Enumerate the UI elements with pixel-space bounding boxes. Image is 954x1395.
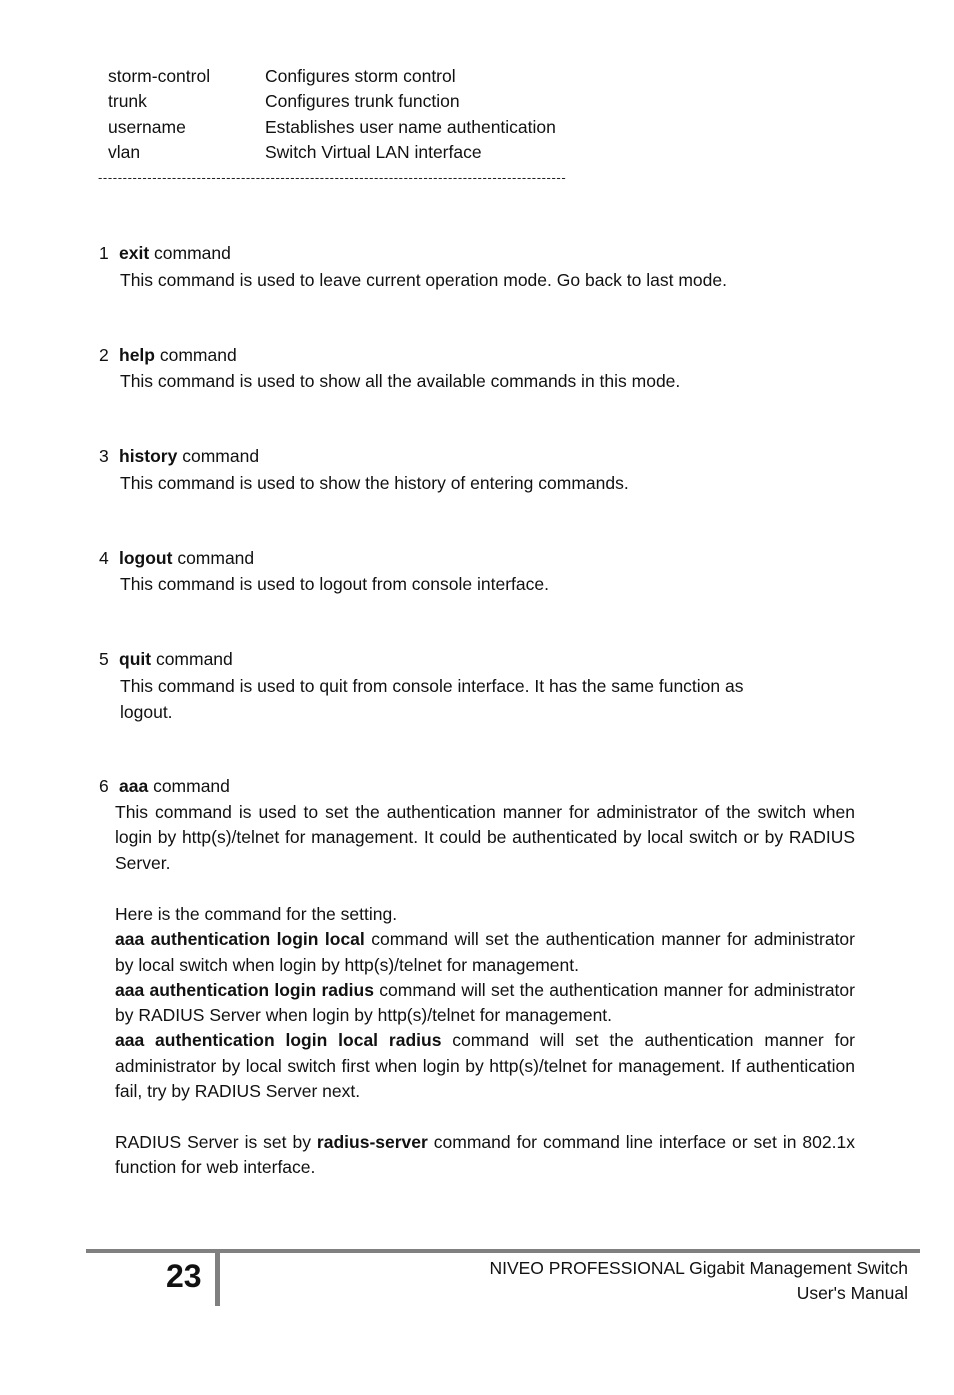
setting-radius <box>115 978 855 1029</box>
section-suffix: command <box>151 649 233 669</box>
setting-intro: Here is the command for the setting. <box>115 904 398 924</box>
section-heading-aaa <box>99 776 230 797</box>
section-line: This command is used to show all the available commands in this mode. <box>120 371 681 391</box>
setting-radius-description: command will set the authentication manner for administrator by RADIUS Server when login by http(s)/telnet for management. <box>115 979 855 1026</box>
setting-local-radius-description: command will set the authentication manner for administrator by local switch first when login by http(s)/telnet for management. If authentication fail, try by RADIUS Server next. <box>115 1030 855 1102</box>
section-body <box>120 572 549 598</box>
footer-vertical-bar <box>215 1253 220 1306</box>
section-body <box>120 674 744 725</box>
setting-radius-command: aaa authentication login radius <box>115 979 374 1000</box>
setting-local-description: command will set the authentication manner for administrator by local switch when login by http(s)/telnet for management. <box>115 929 855 975</box>
setting-local-radius-command: aaa authentication login local radius <box>115 1030 442 1051</box>
section-number: 3 <box>99 446 109 466</box>
section-suffix: command <box>148 776 230 796</box>
footer-rule <box>86 1249 920 1253</box>
section-heading-exit <box>99 243 231 264</box>
section-heading-history <box>99 446 259 467</box>
command-name: storm-control <box>108 66 211 86</box>
footer-title <box>489 1256 908 1306</box>
radius-suffix: command for command line interface or set in 802.1x function for web interface. <box>115 1132 855 1178</box>
command-description: Establishes user name authentication <box>265 117 556 137</box>
footer-line-2: User's Manual <box>796 1283 908 1303</box>
radius-server-command: radius-server <box>316 1132 428 1152</box>
section-suffix: command <box>154 345 237 365</box>
section-line: This command is used to leave current operation mode. Go back to last mode. <box>120 270 727 290</box>
section-body <box>120 369 680 395</box>
section-command: history <box>119 446 178 466</box>
command-name: trunk <box>108 91 147 111</box>
section-command: help <box>119 345 155 365</box>
section-number: 5 <box>99 649 109 669</box>
section-number: 1 <box>99 243 109 263</box>
section-command: aaa <box>119 776 149 796</box>
section-line: This command is used to show the history of entering commands. <box>120 473 629 493</box>
command-description: Configures storm control <box>265 66 456 86</box>
section-suffix: command <box>177 446 260 466</box>
section-number: 2 <box>99 345 109 365</box>
page-number: 23 <box>166 1258 202 1294</box>
aaa-settings-block <box>115 902 855 1104</box>
section-suffix: command <box>149 243 231 263</box>
section-heading-help <box>99 345 237 366</box>
setting-local <box>115 927 855 978</box>
section-body <box>120 268 727 294</box>
command-name: username <box>108 117 186 137</box>
footer-line-1: NIVEO PROFESSIONAL Gigabit Management Switch <box>489 1258 908 1278</box>
radius-server-paragraph <box>115 1130 855 1181</box>
aaa-intro-paragraph: This command is used to set the authentication manner for administrator of the switch when login by http(s)/telnet for management. It could be authenticated by local switch or by RADIUS Server. <box>115 802 855 873</box>
section-number: 4 <box>99 548 109 568</box>
section-command: logout <box>119 548 173 568</box>
command-description: Switch Virtual LAN interface <box>265 142 482 162</box>
radius-prefix: RADIUS Server is set by <box>115 1132 317 1152</box>
section-heading-logout <box>99 548 254 569</box>
command-name: vlan <box>108 142 141 162</box>
section-line: This command is used to quit from console interface. It has the same function as <box>120 676 744 696</box>
command-description: Configures trunk function <box>265 91 460 111</box>
section-line: This command is used to logout from console interface. <box>120 574 549 594</box>
setting-local-command: aaa authentication login local <box>115 929 365 950</box>
section-number: 6 <box>99 776 109 796</box>
section-body <box>120 471 629 497</box>
setting-local-radius <box>115 1028 855 1104</box>
section-command: quit <box>119 649 152 669</box>
dashed-divider: ----------------------------------------------------------------------------------------------- <box>98 170 567 185</box>
section-heading-quit <box>99 649 233 670</box>
section-command: exit <box>119 243 150 263</box>
section-line: logout. <box>120 701 173 722</box>
section-suffix: command <box>172 548 255 568</box>
